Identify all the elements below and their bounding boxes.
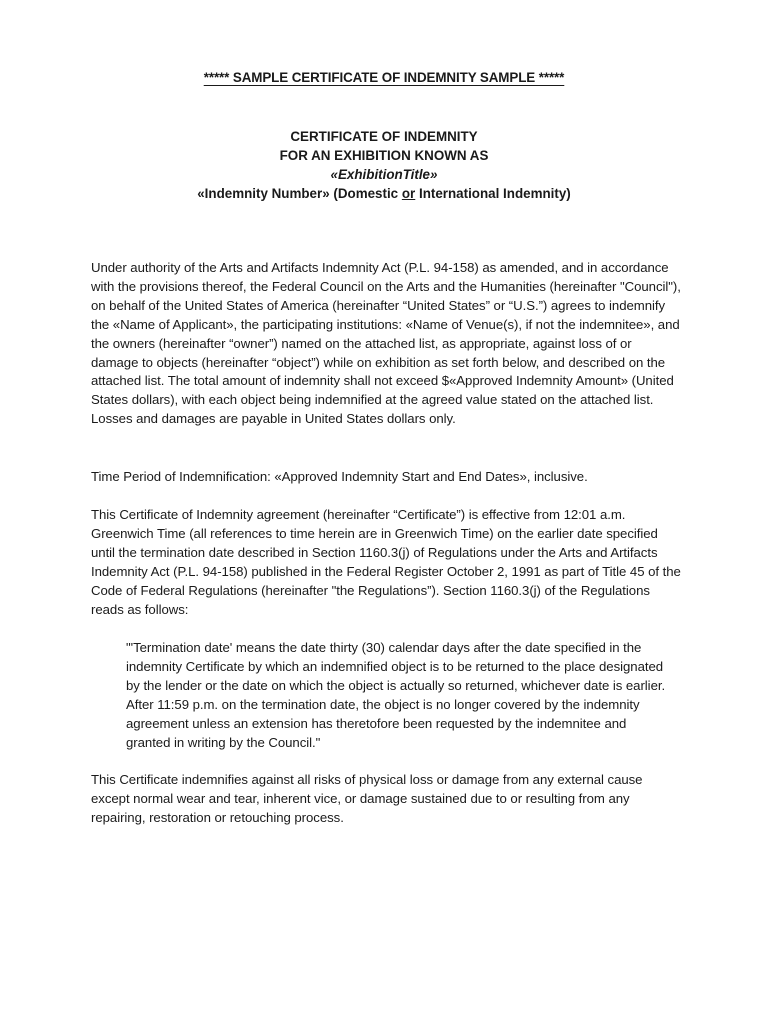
heading-line-certificate: CERTIFICATE OF INDEMNITY — [290, 129, 478, 144]
authority-paragraph: Under authority of the Arts and Artifacts Indemnity Act (P.L. 94-158) as amended, and in accordance with the provisions thereof, the Federal Council on the Arts and the Humanities (hereinafter "Council"), on behalf of the United States of America (hereinafter “United States” or “U.S.”) agrees to indemnify the «Name of Applicant», the participating institutions: «Name of Venue(s), if not the indemnitee», and the owners (hereinafter “owner”) named on the attached list, as appropriate, against loss of or damage to objects (hereinafter “object”) while on exhibition as set forth below, and described on the attached list. The total amount of indemnity shall not exceed $«Approved Indemnity Amount» (United States dollars), with each object being indemnified at the agreed value stated on the attached list. Losses and damages are payable in United States dollars only. — [91, 260, 681, 427]
risks-paragraph: This Certificate indemnifies against all risks of physical loss or damage from any external cause except normal wear and tear, inherent vice, or damage sustained due to or resulting from any repairing, restoration or retouching process. — [91, 772, 643, 825]
effective-paragraph: This Certificate of Indemnity agreement (hereinafter “Certificate”) is effective from 12:01 a.m. Greenwich Time (all references to time herein are in Greenwich Time) on the earlier date specified until the termination date described in Section 1160.3(j) of Regulations under the Arts and Artifacts Indemnity Act (P.L. 94-158) published in the Federal Register October 2, 1991 as part of Title 45 of the Code of Federal Regulations (hereinafter "the Regulations”). Section 1160.3(j) of the Regulations reads as follows: — [91, 507, 681, 617]
heading-line-exhibition-known-as: FOR AN EXHIBITION KNOWN AS — [279, 148, 489, 163]
sample-banner-text: ***** SAMPLE CERTIFICATE OF INDEMNITY SAMPLE ***** — [203, 70, 565, 85]
indemnity-number-suffix: International Indemnity) — [415, 186, 571, 201]
termination-date-quote: "'Termination date' means the date thirty (30) calendar days after the date specified in the indemnity Certificate by which an indemnified object is to be returned to the place designated by the lender or the date on which the object is actually so returned, whichever date is earlier. After 11:59 p.m. on the termination date, the object is no longer covered by the indemnity agreement unless an extension has theretofore been requested by the indemnitee and granted in writing by the Council." — [126, 640, 666, 750]
indemnity-or-underlined: or — [401, 186, 416, 201]
heading-line-exhibition-title: «ExhibitionTitle» — [330, 167, 438, 182]
time-period-paragraph: Time Period of Indemnification: «Approved Indemnity Start and End Dates», inclusive. — [91, 469, 588, 484]
document-heading — [0, 127, 768, 203]
heading-line-indemnity-number — [0, 184, 768, 203]
sample-banner — [0, 70, 768, 85]
indemnity-number-prefix: «Indemnity Number» (Domestic — [197, 186, 402, 201]
